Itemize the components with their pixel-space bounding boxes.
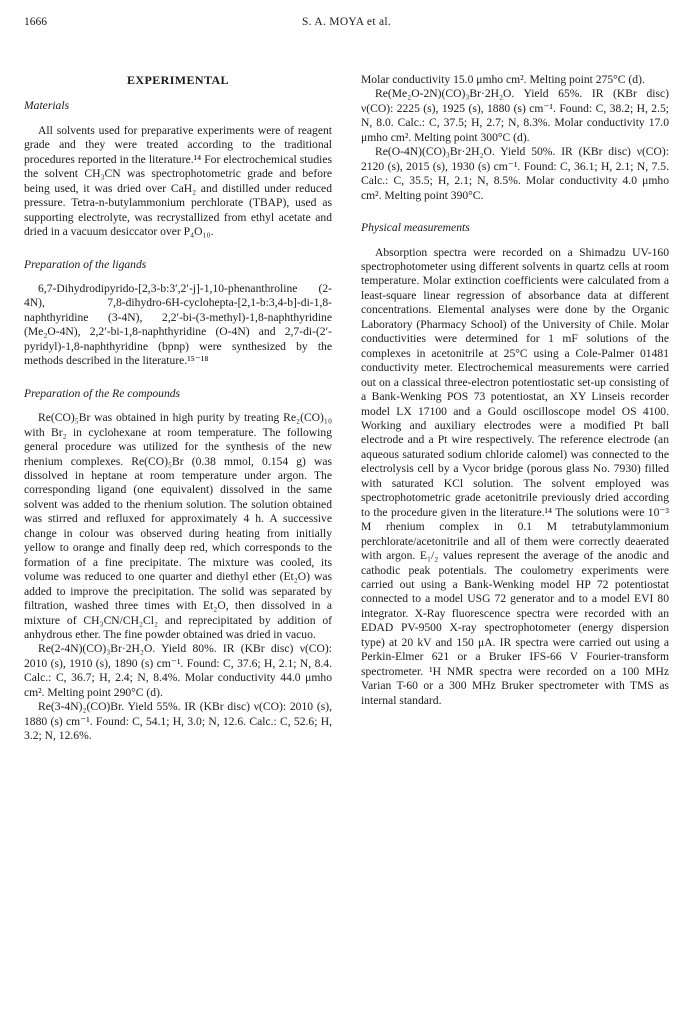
ligands-heading: Preparation of the ligands: [24, 257, 147, 271]
materials-heading: Materials: [24, 99, 70, 113]
physical-measurements-heading: Physical measurements: [361, 221, 470, 235]
page-number: 1666: [24, 16, 47, 28]
re-compounds-heading: Preparation of the Re compounds: [24, 386, 181, 400]
left-column: [24, 73, 332, 744]
right-column: [361, 73, 669, 708]
ligands-paragraph: 6,7-Dihydrodipyrido-[2,3-b:3′,2′-j]-1,10-phenanthroline (2-4N), 7,8-dihydro-6H-cyclohepta-[2,1-b:3,4-b]-di-1,8-naphthyridine (3-4N), 2,2′-bi-(3-methyl)-1,8-naphthyridine (Me₂O-4N), 2,2′-bi-1,8-naphthyridine (O-4N) and 2,7-di-(2′-pyridyl)-1,8-naphthyridine (bpnp) were synthesized by the methods described in the literature.¹⁵⁻¹⁸: [24, 281, 332, 368]
section-title: EXPERIMENTAL: [127, 73, 229, 87]
compound-entry-2: Re(3-4N)₂(CO)Br. Yield 55%. IR (KBr disc) ν(CO): 2010 (s), 1880 (s) cm⁻¹. Found: C, 54.1; H, 3.0; N, 12.6. Calc.: C, 52.6; H, 3.2; N, 12.6%.: [24, 700, 332, 743]
physical-measurements-paragraph: Absorption spectra were recorded on a Shimadzu UV-160 spectrophotometer using different solvents in quartz cells at room temperature. Molar extinction coefficients were calculated from a least-square linear regression of absorbance data at different concentrations. Elemental analyses were done by the Organic Laboratory (Pharmacy School) of the University of Chile. Molar conductivities were determined for 1 mF solutions of the complexes in acetonitrile at 25°C using a Cole-Palmer 01481 conductivity meter. Electrochemical measurements were carried out on a classical three-electron potentiostatic set-up consisting of a Bank-Wenking POS 73 potentiostat, an XY Linseis recorder model LX 17100 and a Gould oscilloscope model OS 4100. Working and auxiliary electrodes were a modified Pt ball electrode and a Pt wire respectively. The reference electrode (an aqueous saturated sodium chloride calomel) was connected to the electrolysis cell by a Vycor bridge (porous glass No. 7930) filled with saturated KCl solution. The solvent employed was spectrophotometric grade acetonitrile previously dried according to the procedure given in the literature.¹⁴ The solutions were 10⁻³ M rhenium complex in 0.1 M tetrabutylammonium perchlorate/acetonitrile and all of them were correctly deaerated with argon. E₁/₂ values represent the average of the anodic and cathodic peak potentials. The coulometry experiments were carried out using a Bank-Wenking model HP 72 potentiostat connected to a model USG 72 generator and to a model EVI 80 integrator. X-Ray fluorescence spectra were recorded with an EDAD PV-9500 X-ray spectrophotometer (energy dispersion type) at 20 kV and 150 μA. IR spectra were carried out using a Perkin-Elmer 621 or a Bruker IFS-66 V Fourier-transform spectrometer. ¹H NMR spectra were recorded on a 100 MHz Varian T-60 or a 300 MHz Bruker spectrometer with TMS as internal standard.: [361, 245, 669, 707]
compound-continuation: Molar conductivity 15.0 μmho cm². Melting point 275°C (d).: [361, 73, 645, 86]
compound-entry-3: Re(Me₂O-2N)(CO)₃Br·2H₂O. Yield 65%. IR (KBr disc) ν(CO): 2225 (s), 1925 (s), 1880 (s) cm⁻¹. Found: C, 38.2; H, 2.5; N, 8.0. Calc.: C, 37.5; H, 2.7; N, 8.3%. Molar conductivity 17.0 μmho cm². Melting point 300°C (d).: [361, 87, 669, 144]
running-head: S. A. MOYA et al.: [301, 16, 392, 28]
compound-entry-4: Re(O-4N)(CO)₃Br·2H₂O. Yield 50%. IR (KBr disc) ν(CO): 2120 (s), 2015 (s), 1930 (s) cm⁻¹. Found: C, 36.1; H, 2.1; N, 7.5. Calc.: C, 35.5; H, 2.1; N, 8.5%. Molar conductivity 4.0 μmho cm². Melting point 390°C.: [361, 145, 669, 202]
page-header: [0, 16, 693, 34]
materials-paragraph: All solvents used for preparative experiments were of reagent grade and they were treated according to the traditional procedures reported in the literature.¹⁴ For electrochemical studies the solvent CH₃CN was spectrophotometric grade and before being used, it was dried over CaH₂ and distilled under reduced pressure. Tetra-n-butylammonium perchlorate (TBAP), used as supporting electrolyte, was recrystallized from ethyl acetate and dried in a vacuum desiccator over P₄O₁₀.: [24, 123, 332, 239]
re-compounds-paragraph: Re(CO)₅Br was obtained in high purity by treating Re₂(CO)₁₀ with Br₂ in cyclohexane at room temperature. The following general procedure was utilized for the synthesis of the new rhenium complexes. Re(CO)₅Br (0.38 mmol, 0.154 g) was dissolved in heptane at room temperature under argon. The corresponding ligand (one equivalent) dissolved in the same solvent was added to the rhenium solution. The solution obtained was stirred and refluxed for approximately 4 h. A successive change in colour was observed during heating from initially yellow to orange and finally deep red, which corresponds to the formation of a fine precipitate. The mixture was cooled, its volume was reduced to one quarter and diethyl ether (Et₂O) was added to improve the precipitation. The solid was separated by filtration, washed three times with Et₂O, then dissolved in a mixture of CH₃CN/CH₂Cl₂ and reprecipitated by addition of anhydrous ether. The fine powder obtained was dried in vacuo.: [24, 411, 332, 641]
compound-entry-1: Re(2-4N)(CO)₃Br·2H₂O. Yield 80%. IR (KBr disc) ν(CO): 2010 (s), 1910 (s), 1890 (s) cm⁻¹. Found: C, 37.6; H, 2.1; N, 8.4. Calc.: C, 36.7; H, 2.4; N, 8.4%. Molar conductivity 44.0 μmho cm². Melting point 290°C (d).: [24, 642, 332, 699]
